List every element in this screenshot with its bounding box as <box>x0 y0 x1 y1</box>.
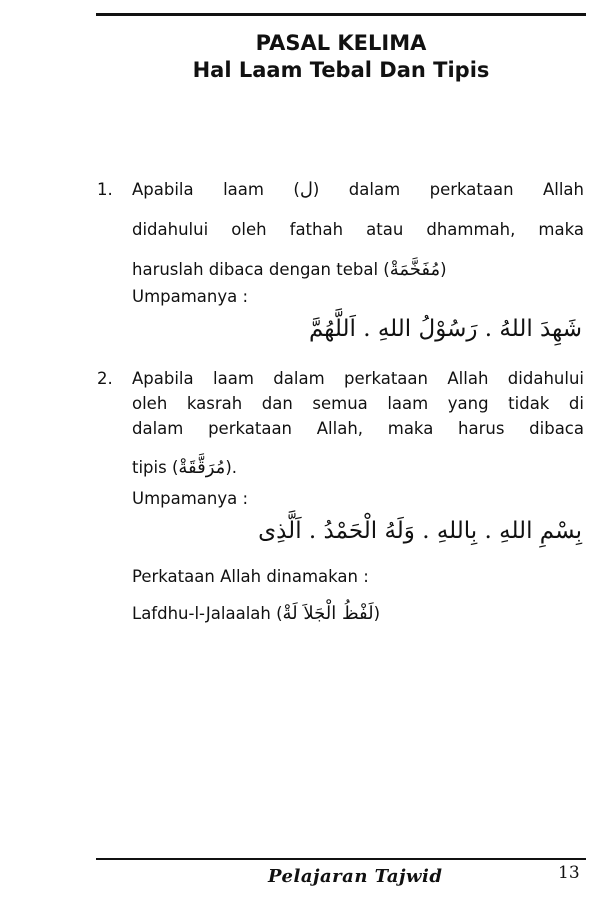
arabic-muraqqaqah: مُرَقَّقَةْ <box>178 457 226 478</box>
item-2-term: Lafdhu-l-Jalaalah (لَفْظُ الْجَلاَ لَةْ) <box>132 603 381 624</box>
item-2-example-label: Umpamanya : <box>132 489 249 508</box>
item-2-example-arabic: بِسْمِ اللهِ . بِاللهِ . وَلَهُ الْحَمْدُ . اَلَّذِى <box>258 518 582 544</box>
item-2-paragraph <box>132 366 584 480</box>
item-2-line-2: oleh kasrah dan semua laam yang tidak di <box>132 394 584 413</box>
top-rule <box>96 13 586 16</box>
item-2-note: Perkataan Allah dinamakan : <box>132 567 369 586</box>
arabic-laam: ل <box>299 179 313 200</box>
item-2-line-4: tipis (مُرَقَّقَةْ). <box>132 457 238 478</box>
item-1-number: 1. <box>97 180 113 199</box>
page-number: 13 <box>558 863 580 883</box>
item-1-line-1: Apabila laam (ل) dalam perkataan Allah <box>132 179 585 200</box>
item-1-paragraph <box>132 170 584 290</box>
item-1-line-3: haruslah dibaca dengan tebal (مُفَخَّمَةْ) <box>132 259 447 280</box>
item-1-example-arabic: شَهِدَ اللهُ . رَسُوْلُ اللهِ . اَللَّهُمَّ <box>308 316 582 342</box>
item-2-line-3: dalam perkataan Allah, maka harus dibaca <box>132 419 584 438</box>
chapter-subtitle: Hal Laam Tebal Dan Tipis <box>192 58 490 82</box>
footer-rule <box>96 858 586 860</box>
chapter-number: PASAL KELIMA <box>255 31 427 55</box>
item-2-number: 2. <box>97 369 113 388</box>
arabic-mufakhkhamah: مُفَخَّمَةْ <box>389 259 441 280</box>
item-1-line-2: didahului oleh fathah atau dhammah, maka <box>132 220 584 239</box>
chapter-title <box>96 30 586 84</box>
arabic-lafdhul-jalaalah: لَفْظُ الْجَلاَ لَةْ <box>282 603 374 624</box>
item-2-line-1: Apabila laam dalam perkataan Allah didahului <box>132 369 584 388</box>
item-1-example-label: Umpamanya : <box>132 287 249 306</box>
footer-book-title: Pelajaran Tajwid <box>268 866 443 887</box>
